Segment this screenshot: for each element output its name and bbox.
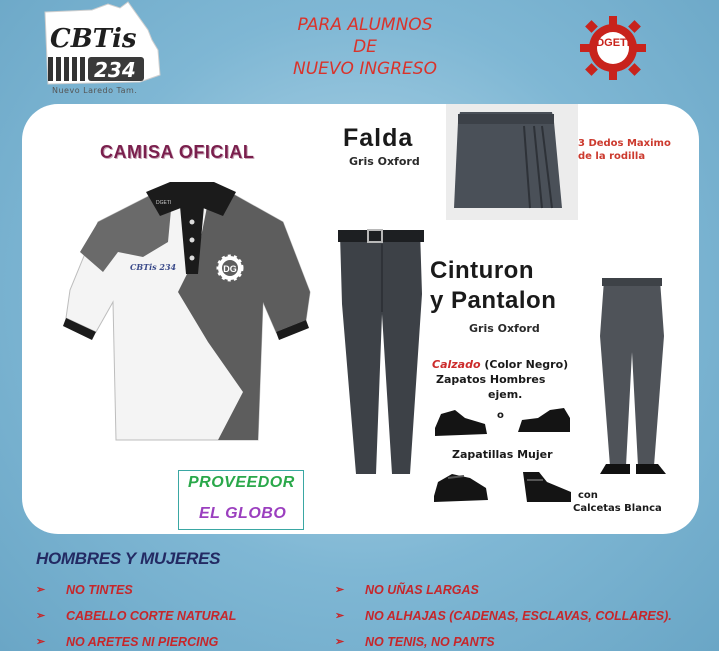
women-shoe-2-icon xyxy=(517,464,575,506)
rule-text: CABELLO CORTE NATURAL xyxy=(66,609,237,623)
shirt-title: CAMISA OFICIAL xyxy=(100,142,255,162)
page-title xyxy=(260,14,470,80)
title-line-2: DE xyxy=(353,37,377,57)
pants-with-belt-illustration xyxy=(332,224,432,476)
calzado-label: Calzado xyxy=(432,358,481,371)
example-label: ejem. xyxy=(488,388,523,401)
rule-text: NO TINTES xyxy=(66,583,133,597)
logo-number: 234 xyxy=(94,58,136,82)
provider-name: EL GLOBO xyxy=(199,505,287,522)
pants-illustration xyxy=(590,276,672,476)
title-line-3: NUEVO INGRESO xyxy=(293,59,437,79)
shoes-label xyxy=(432,358,568,371)
skirt-title: Falda xyxy=(343,124,414,152)
dgeti-logo xyxy=(578,14,648,82)
arrow-bullet-icon: ➢ xyxy=(36,584,46,596)
skirt-subtitle: Gris Oxford xyxy=(349,155,420,168)
shirt-chest-logo: CBTis 234 xyxy=(130,262,177,272)
logo-city: Nuevo Laredo Tam. xyxy=(52,86,138,95)
rule-text: NO ALHAJAS (CADENAS, ESCLAVAS, COLLARES). xyxy=(365,609,672,623)
skirt-note-line-1: 3 Dedos Maximo xyxy=(578,138,671,149)
rule-text: NO ARETES NI PIERCING xyxy=(66,635,219,649)
arrow-bullet-icon: ➢ xyxy=(335,610,345,622)
pants-title xyxy=(430,256,556,316)
women-shoe-1-icon xyxy=(430,466,490,506)
dgeti-logo-text: DGETI xyxy=(596,37,630,49)
logo-brand-text: CBTis xyxy=(50,24,137,54)
pants-title-line-1: Cinturon xyxy=(430,257,534,284)
arrow-bullet-icon: ➢ xyxy=(335,636,345,648)
skirt-illustration xyxy=(446,104,578,220)
men-shoe-2-icon xyxy=(514,404,574,438)
provider-label: PROVEEDOR xyxy=(188,474,295,491)
rule-text: NO TENIS, NO PANTS xyxy=(365,635,495,649)
shirt-emblem-text: DG xyxy=(223,264,237,274)
pants-title-line-2: y Pantalon xyxy=(430,287,557,314)
arrow-bullet-icon: ➢ xyxy=(36,636,46,648)
socks-label-line-1: con xyxy=(578,490,598,501)
men-shoes-label: Zapatos Hombres xyxy=(436,373,546,386)
women-shoes-label: Zapatillas Mujer xyxy=(452,448,553,461)
shirt-collar-text: DGETI xyxy=(156,200,172,206)
arrow-bullet-icon: ➢ xyxy=(36,610,46,622)
pants-subtitle: Gris Oxford xyxy=(469,322,540,335)
skirt-length-note xyxy=(578,137,688,163)
rule-text: NO UÑAS LARGAS xyxy=(365,583,479,597)
polo-shirt-illustration xyxy=(58,182,326,448)
calzado-color: (Color Negro) xyxy=(484,358,569,371)
title-line-1: PARA ALUMNOS xyxy=(297,15,433,35)
skirt-note-line-2: de la rodilla xyxy=(578,151,646,162)
men-shoe-1-icon xyxy=(431,404,489,440)
or-label: o xyxy=(497,410,504,421)
rules-title: HOMBRES Y MUJERES xyxy=(36,549,221,568)
socks-label-line-2: Calcetas Blanca xyxy=(573,503,662,514)
arrow-bullet-icon: ➢ xyxy=(335,584,345,596)
